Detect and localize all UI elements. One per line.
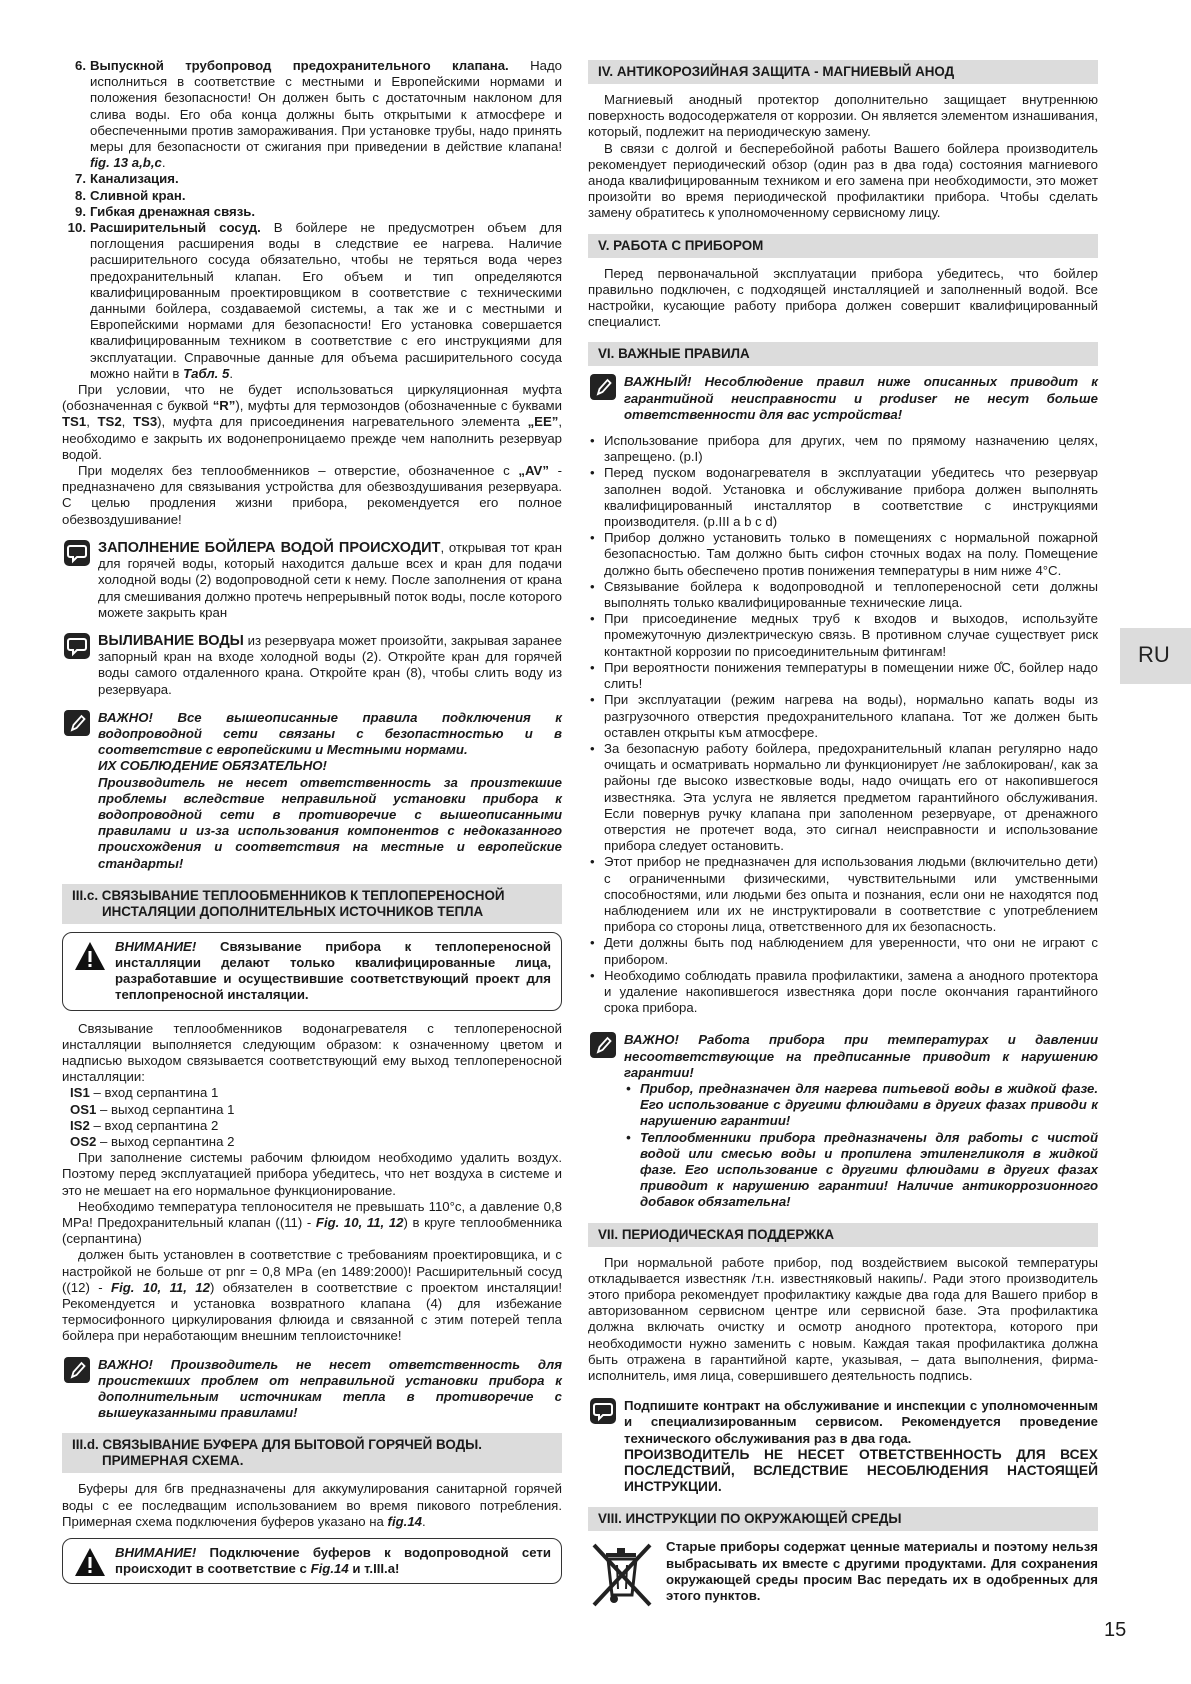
paragraph: При заполнение системы рабочим флюидом необходимо удалить воздух. Поэтому перед эксплуатацией прибора убедитесь, что нет воздуха в системе и это не мешает на его нормальное функционирование. (62, 1150, 562, 1198)
paragraph: При моделях без теплообменников – отверстие, обозначенное с „AV” - предназначено для связывания устройства для обезвоздушивания резервуара. С целью продления жизни прибора, рекомендуется его полное обезвоздушивание! (62, 463, 562, 527)
list-item: • При вероятности понижения температуры в помещении ниже 0̊C, бойлер надо слить! (588, 660, 1098, 692)
list-item: • За безопасную работу бойлера, предохранительный клапан регулярно надо очищать и осматривать нормально ли функционирует /не заблокирован/, как за районы где высоко известковые воды, надо очищать его от накопившегося известняка. Эта услуга не является предметом гарантийного обслуживания. Если повернув ручку клапана при заполенном резервуаре, от дренажного отверстия не протечет вода, это сигнал неисправности и использование прибора следует остановить. (588, 741, 1098, 854)
crossed-bin-icon (588, 1539, 658, 1611)
language-tab: RU (1120, 628, 1191, 684)
section-header-viii: VIII. ИНСТРУКЦИИ ПО ОКРУЖАЮЩЕЙ СРЕДЫ (588, 1507, 1098, 1531)
list-item: 7. Канализация. (75, 171, 179, 187)
list-item: 10. Расширительный сосуд. В бойлере не предусмотрен объем для поглощения расширения воды в следствие ее нагрева. Наличие расширительного сосуда обязательно, чтобы не теряться вода через предохранительный клапан. Его объем и тип определяются квалифицированным проектировщиком в соответствие с техническими данными бойлера, создаваемой системы, а так же и с местными и Европейскими нормами для безопасности! Его установка совершается квалифицированным техником в соответствие с его инструкциями для эксплуатации. Справочные данные для объема расширительного сосуда можно найти в Табл. 5. (67, 220, 563, 381)
right-column (588, 58, 1098, 1621)
installation-list (62, 58, 562, 382)
speech-bubble-icon (62, 633, 92, 659)
pencil-icon (588, 374, 618, 400)
speech-bubble-icon (62, 540, 92, 566)
pencil-icon (62, 710, 92, 736)
list-item: • Перед пуском водонагревателя в эксплуатации убедитесь что резервуар заполнен водой. Установка и обслуживание прибора должен выполнять квалифицированный инсталлятор в соответствие с инструкциями производителя. (p.III a b c d) (588, 465, 1098, 530)
paragraph: Буферы для бгв предназначены для аккумулирования санитарной горячей воды с ее последващим использованием во время пикового потребления. Примерная схема подключения буферов указано на fig.14. (62, 1481, 562, 1529)
warning-triangle-icon (73, 1547, 107, 1577)
list-item: • Этот прибор не предназначен для использования людьми (включительно дети) с ограниченными физическими, чувствительными или умственными способностями, или людьми без опыта и познания, если они не находятся под наблюдением или их не инструктировали в соответствие с употреблением прибора со стороны лица, ответственного для их безопасность. (588, 854, 1098, 935)
list-item: • Прибор, предназначен для нагрева питьевой воды в жидкой фазе. Его использование с другими флюидами в других фазах приводи к нарушению гарантии! (624, 1081, 1098, 1130)
paragraph: При нормальной работе прибор, под воздействием высокой температуры откладывается известняк /т.н. известняковый накипь/. Ради этого производитель этого прибора рекомендует профилактику каждые два года для Вашего прибор в авторизованном сервисном центре или сервисной базе. Эта профилактика должна включать очистку и осмотр анодного протектора, которого при необходимости нужно заменить с новым. Каждая такая профилактика должна быть отражена в гарантийной карте, указывая, – дата выполнения, фирма-исполнитель, имя лица, совершившего деятельность подпись. (588, 1254, 1098, 1384)
paragraph: Связывание теплообменников водонагревателя с теплопереносной инсталляции выполняется следующим образом: к означенному цветом и надписью выходом связывается соответствующий ему выход теплопереносной инсталляции: (62, 1020, 562, 1085)
list-item: • При присоединение медных труб к входов и выходов, используйте промежуточную диэлектрическую связь. В противном случае существует риск контактной коррозии по присоединительным фитингам! (588, 611, 1098, 660)
pencil-icon (588, 1032, 618, 1058)
paragraph: Перед первоначальной эксплуатации прибора убедитесь, что бойлер правильно подключен, с подходящей инсталляцией и заполненный водой. Все настройки, кусающие работу прибора должен совершит квалифицированный специалист. (588, 265, 1098, 330)
note-environment: Старые приборы содержат ценные материалы и поэтому нельзя выбрасывать их вместе с другими продуктами. Для сохранения окружающей среды просим Вас передать их в одобренных для этого пунктов. (588, 1539, 1098, 1611)
paragraph: Необходимо температура теплоносителя не превышать 110°c, а давление 0,8 MPa! Предохранительный клапан ((11) - Fig. 10, 11, 12) в круге теплообменника (серпантина) (62, 1198, 562, 1247)
rules-list (588, 433, 1098, 1016)
section-header-iv: IV. АНТИКОРОЗИЙНАЯ ЗАЩИТА - МАГНИЕВЫЙ АНОД (588, 60, 1098, 84)
section-header-vi: VI. ВАЖНЫЕ ПРАВИЛА (588, 342, 1098, 366)
warning-box-c: ВНИМАНИЕ! Связывание прибора к теплопереносной инсталляции делают только квалифицированные лица, разработавшие и осуществившие соответствующий проект для теплопреносной инсталяции. (62, 932, 562, 1011)
list-item: • При эксплуатации (режим нагрева на воды), нормально капать воды из разгрузочного отверстия предохранительного клапана. Тот же должен быть оставлен открыты към атмосфере. (588, 692, 1098, 741)
warning-triangle-icon (73, 941, 107, 971)
section-header-iii-c: III.c. СВЯЗЫВАНИЕ ТЕПЛООБМЕННИКОВ К ТЕПЛОПЕРЕНОСНОЙ ИНСТАЛЯЦИИ ДОПОЛНИТЕЛЬНЫХ ИСТОЧНИКОВ ТЕПЛА (62, 884, 562, 924)
list-item: • Связывание бойлера к водопроводной и теплопереносной сети должны выполнять только квалифицированные технические лица. (588, 579, 1098, 611)
note-important-3: ВАЖНО! Работа прибора при температурах и давлении несоответствующие на предписанные приводит к нарушению гарантии! • Прибор, предназначен для нагрева питьевой воды в жидкой фазе. Его использование с другими флюидами в других фазах приводи к нарушению гарантии! • Теплообменники прибора предназначены для работы с чистой водой или смесью воды и пропилена этиленгликоля в жидкой фазе. Его использование с другими флюидами в других фазах приводит к нарушению гарантии! Наличие антикоррозионного добавок обязательна! (588, 1032, 1098, 1210)
page-number: 15 (1104, 1619, 1127, 1641)
paragraph: должен быть установлен в соответствие с требованиям проектировщика, и с настройкой не больше от pnr = 0,8 MPa (en 1489:2000)! Расширительный сосуд ((12) - Fig. 10, 11, 12) обязателен в соответствие с проектом инсталяции! Рекомендуется и установка возвратного клапана (4) для избежание термосифонного циркулирования флюида и связанной с этим потерей тепла бойлера при неработающим внешним теплоисточнике! (62, 1247, 562, 1344)
list-item: 9. Гибкая дренажная связь. (75, 203, 256, 219)
left-column (62, 58, 562, 1594)
paragraph: Магниевый анодный протектор дополнительно защищает внутреннюю поверхность водосодержателя от коррозии. Он является элементом изнашивания, который, подлежит на периодическую замену. (588, 92, 1098, 140)
note-important-1: ВАЖНО! Все вышеописанные правила подключения к водопроводной сети связаны с безопастностью и в соответствие с европейскими и Местными нормами. ИХ СОБЛЮДЕНИЕ ОБЯЗАТЕЛЬНО! Производитель не несет ответственность за произтекшие проблемы вследствие неправильной установки прибора к водопроводной сети в противоречие с вышеописанными правилами и из-за использования компонентов с недоказанного происхождения и соответствия на местные и европейские стандарты! (62, 710, 562, 872)
paragraph: При условии, что не будет использоваться циркуляционная муфта (обозначенная с буквой “R”), муфты для термозондов (обозначенные с буквами TS1, TS2, TS3), муфта для присоединения нагревательного элемента „EE”, необходимо е закрыть их водонепроницаемо прежде чем наполнить резервуар водой. (62, 382, 563, 462)
list-item: • Необходимо соблюдать правила профилактики, замена а анодного протектора и удаление накопившегося известняка дори после окончания гарантийного срока прибора. (588, 968, 1098, 1017)
warning-box-d: ВНИМАНИЕ! Подключение буферов к водопроводной сети происходит в соответствие с Fig.14 и т.III.a! (62, 1538, 562, 1584)
note-drain: ВЫЛИВАНИЕ ВОДЫ из резервуара может произойти, закрывая заранее запорный кран на входе холодной воды (2). Откройте кран для горячей воды самого отдаленного крана. Откройте кран (8), чтобы слить воду из резервуара. (62, 633, 562, 698)
coil-list: IS1 – вход серпантина 1 OS1 – выход серпантина 1 IS2 – вход серпантина 2 OS2 – выход серпантина 2 (70, 1085, 235, 1149)
note-fill: ЗАПОЛНЕНИЕ БОЙЛЕРА ВОДОЙ ПРОИСХОДИТ, открывая тот кран для горячей воды, который находится дальше всех и кран для подачи холодной воды (2) водопроводной сети к нему. После заполнения от крана для смешивания должно протечь непрерывный поток воды, после которого можете закрыть кран (62, 540, 562, 621)
list-item: • Дети должны быть под наблюдением для уверенности, что они не играют с прибором. (588, 935, 1098, 967)
pencil-icon (62, 1357, 92, 1383)
note-important-2: ВАЖНО! Производитель не несет ответственность для проистекших проблем от неправильной установки прибора к дополнительным источникам тепла в противоречие с вышеуказанными правилами! (62, 1357, 562, 1422)
list-item: • Использование прибора для других, чем по прямому назначению целях, запрещено. (p.I) (588, 433, 1098, 465)
list-item: • Теплообменники прибора предназначены для работы с чистой водой или смесью воды и пропилена этиленгликоля в жидкой фазе. Его использование с другими флюидами в других фазах приводит к нарушению гарантии! Наличие антикоррозионного добавок обязательна! (624, 1130, 1098, 1211)
speech-bubble-icon (588, 1398, 618, 1424)
list-item: • Прибор должно установить только в помещениях с нормальной пожарной безопасностью. Там должно быть сифон сточных водах на полу. Помещение должно быть обеспечено против понижения температуры в ним ниже 4°C. (588, 530, 1098, 579)
section-header-iii-d: III.d. СВЯЗЫВАНИЕ БУФЕРА ДЛЯ БЫТОВОЙ ГОРЯЧЕЙ ВОДЫ. ПРИМЕРНАЯ СХЕМА. (62, 1433, 562, 1473)
section-header-v: V. РАБОТА С ПРИБОРОМ (588, 234, 1098, 258)
list-item: 6. Выпускной трубопровод предохранительного клапана. Надо исполниться в соответствие с местными и Европейскими нормами и положения безопасности! Он должен быть с достаточным наклоном для слива воды. Его оба конца должны быть открытыми к атмосфере и обеспеченными против замораживания. При установке трубы, надо принять меры для безопасности от сжигания при приведении в действие клапана! fig. 13 a,b,c. (75, 58, 562, 171)
note-important-rules: ВАЖНЫЙ! Несоблюдение правил ниже описанных приводит к гарантийной неисправности и produser не несут больше ответственности для вас устройства! (588, 374, 1098, 423)
note-service: Подпишите контракт на обслуживание и инспекции с уполномоченным и специализированным сервисом. Рекомендуется проведение технического обслуживания раз в два года. ПРОИЗВОДИТЕЛЬ НЕ НЕСЕТ ОТВЕТСТВЕННОСТЬ ДЛЯ ВСЕХ ПОСЛЕДСТВИЙ, ВСЛЕДСТВИЕ НЕСОБЛЮДЕНИЯ НАСТОЯЩЕЙ ИНСТРУКЦИИ. (588, 1398, 1098, 1495)
list-item: 8. Сливной кран. (75, 187, 186, 203)
paragraph: В связи с долгой и бесперебойной работы Вашего бойлера производитель рекомендует периодический обзор (один раз в два года) состояния магниевого анода квалифицированным техником и его замена при необходимости, это может произойти во время периодической профилактики прибора. Чтобы сделать замену обратитесь к уполномоченному сервисному лицу. (588, 140, 1098, 221)
section-header-vii: VII. ПЕРИОДИЧЕСКАЯ ПОДДЕРЖКА (588, 1223, 1098, 1247)
